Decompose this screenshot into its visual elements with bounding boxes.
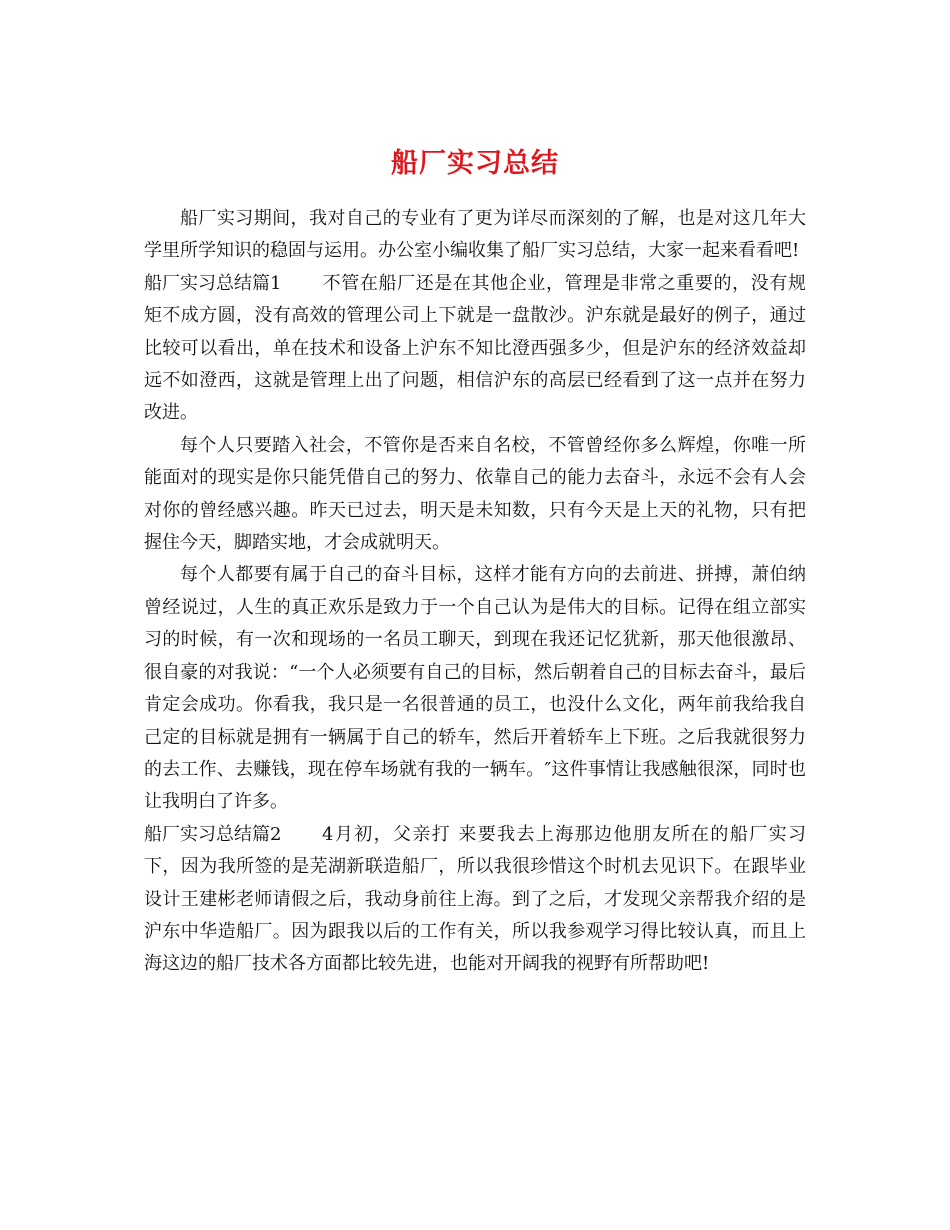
section-1-paragraph-2: 每个人只要踏入社会，不管你是否来自名校，不管曾经你多么辉煌，你唯一所能面对的现实是你只能凭借自己的努力、依靠自己的能力去奋斗，永远不会有人会对你的曾经感兴趣。昨天已过去，明天是未知数，只有今天是上天的礼物，只有把握住今天，脚踏实地，才会成就明天。 <box>144 434 806 554</box>
intro-paragraph: 船厂实习期间，我对自己的专业有了更为详尽而深刻的了解，也是对这几年大学里所学知识的稳固与运用。办公室小编收集了船厂实习总结，大家一起来看看吧! <box>144 208 806 262</box>
section-2-first-paragraph-text: 4月初，父亲打 来要我去上海那边他朋友所在的船厂实习下，因为我所签的是芜湖新联造船厂，所以我很珍惜这个时机去见识下。在跟毕业设计王建彬老师请假之后，我动身前往上海。到了之后，才发现父亲帮我介绍的是沪东中华造船厂。因为跟我以后的工作有关，所以我参观学习得比较认真，而且上海这边的船厂技术各方面都比较先进，也能对开阔我的视野有所帮助吧! <box>144 823 806 975</box>
document-body <box>144 203 806 981</box>
document-title: 船厂实习总结 <box>391 148 559 180</box>
section-1-first-paragraph <box>144 268 806 430</box>
section-2-first-paragraph <box>144 819 806 981</box>
section-2-label: 船厂实习总结篇2 <box>144 823 282 845</box>
section-1-label: 船厂实习总结篇1 <box>144 272 282 294</box>
section-1-first-paragraph-text: 不管在船厂还是在其他企业，管理是非常之重要的，没有规矩不成方圆，没有高效的管理公司上下就是一盘散沙。沪东就是最好的例子，通过比较可以看出，单在技术和设备上沪东不知比澄西强多少，但是沪东的经济效益却远不如澄西，这就是管理上出了问题，相信沪东的高层已经看到了这一点并在努力改进。 <box>144 272 806 424</box>
section-1-paragraph-3: 每个人都要有属于自己的奋斗目标，这样才能有方向的去前进、拼搏，萧伯纳曾经说过，人生的真正欢乐是致力于一个自己认为是伟大的目标。记得在组立部实习的时候，有一次和现场的一名员工聊天，到现在我还记忆犹新，那天他很激昂、很自豪的对我说：“一个人必须要有自己的目标，然后朝着自己的目标去奋斗，最后肯定会成功。你看我，我只是一名很普通的员工，也没什么文化，两年前我给我自己定的目标就是拥有一辆属于自己的轿车，然后开着轿车上下班。之后我就很努力的去工作、去赚钱，现在停车场就有我的一辆车。″这件事情让我感触很深，同时也让我明白了许多。 <box>144 564 806 813</box>
